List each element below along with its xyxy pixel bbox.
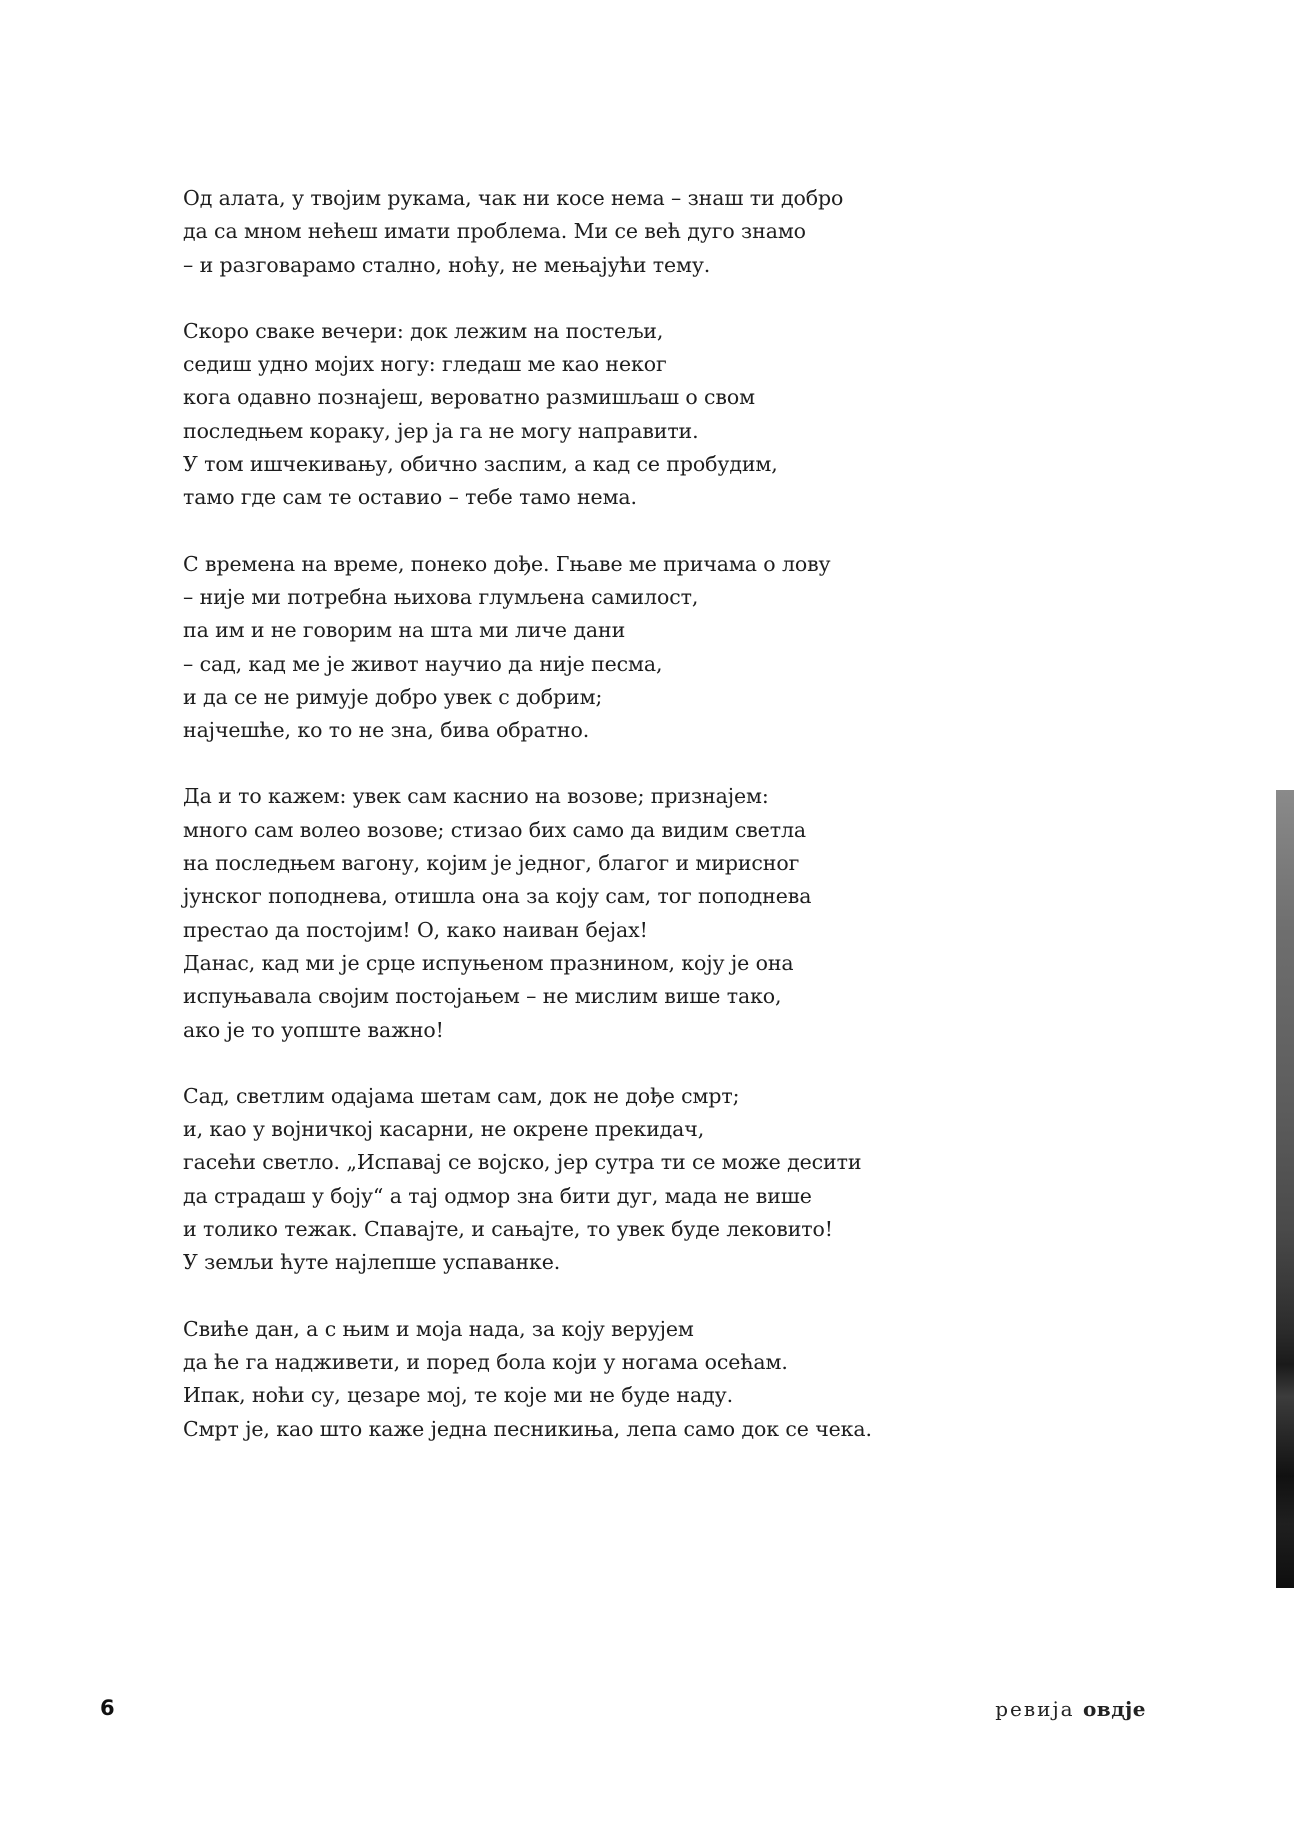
magazine-title-prefix: ревија bbox=[995, 1697, 1075, 1721]
poem-line: Сад, светлим одајама шетам сам, док не дође смрт; bbox=[183, 1083, 740, 1108]
poem-line: и толико тежак. Спавајте, и сањајте, то увек буде лековито! bbox=[183, 1217, 833, 1242]
poem-line: на последњем вагону, којим је једног, благог и мирисног bbox=[183, 851, 800, 876]
stanza bbox=[183, 1080, 1083, 1280]
poem-line: последњем кораку, јер ја га не могу направити. bbox=[183, 418, 699, 443]
poem-line: и да се не римује добро увек с добрим; bbox=[183, 684, 603, 709]
poem-line: седиш удно мојих ногу: гледаш ме као неког bbox=[183, 352, 667, 377]
stanza bbox=[183, 1313, 1083, 1446]
poem-line: – сад, кад ме је живот научио да није песма, bbox=[183, 651, 663, 676]
poem-line: Да и то кажем: увек сам каснио на возове; признајем: bbox=[183, 784, 769, 809]
poem-line: да са мном нећеш имати проблема. Ми се већ дуго знамо bbox=[183, 219, 806, 244]
poem-line: јунског поподнева, отишла она за коју сам, тог поподнева bbox=[183, 884, 812, 909]
poem-line: – није ми потребна њихова глумљена самилост, bbox=[183, 584, 699, 609]
poem-line: и, као у војничкој касарни, не окрене прекидач, bbox=[183, 1117, 705, 1142]
poem-line: Од алата, у твојим рукама, чак ни косе нема – знаш ти добро bbox=[183, 186, 844, 210]
poem-line: ако је то уопште важно! bbox=[183, 1017, 444, 1042]
poem-line: па им и не говорим на шта ми личе дани bbox=[183, 618, 626, 643]
poem-line: Свиће дан, а с њим и моја нада, за коју верујем bbox=[183, 1316, 694, 1341]
poem-line: гасећи светло. „Испавај се војско, јер сутра ти се може десити bbox=[183, 1150, 862, 1175]
edge-photo-strip bbox=[1276, 790, 1294, 1588]
poem-line: да страдаш у боју“ а тај одмор зна бити дуг, мада не више bbox=[183, 1183, 812, 1208]
poem-line: У земљи ћуте најлепше успаванке. bbox=[183, 1250, 561, 1275]
poem-body bbox=[183, 182, 1083, 1479]
poem-line: кога одавно познајеш, вероватно размишљаш о свом bbox=[183, 385, 755, 410]
poem-line: тамо где сам те оставио – тебе тамо нема. bbox=[183, 485, 637, 510]
poem-line: С времена на време, понеко дође. Гњаве ме причама о лову bbox=[183, 551, 831, 576]
poem-line: да ће га надживети, и поред бола који у ногама осећам. bbox=[183, 1349, 788, 1374]
stanza bbox=[183, 548, 1083, 748]
poem-line: испуњавала својим постојањем – не мислим више тако, bbox=[183, 984, 782, 1009]
magazine-title-name: овдје bbox=[1082, 1697, 1146, 1721]
poem-line: У том ишчекивању, обично заспим, а кад се пробудим, bbox=[183, 452, 778, 477]
poem-line: Данас, кад ми је срце испуњеном празнином, коју је она bbox=[183, 950, 794, 975]
stanza bbox=[183, 182, 1083, 282]
poem-line: Смрт је, као што каже једна песникиња, лепа само док се чека. bbox=[183, 1416, 872, 1441]
poem-line: – и разговарамо стално, ноћу, не мењајући тему. bbox=[183, 252, 711, 277]
poem-line: Скоро сваке вечери: док лежим на постељи, bbox=[183, 318, 664, 343]
poem-line: престао да постојим! О, како наиван бејах! bbox=[183, 917, 648, 942]
stanza bbox=[183, 315, 1083, 515]
poem-line: много сам волео возове; стизао бих само да видим светла bbox=[183, 817, 807, 842]
poem-line: најчешће, ко то не зна, бива обратно. bbox=[183, 718, 590, 743]
page-number: 6 bbox=[100, 1696, 115, 1720]
magazine-title bbox=[995, 1697, 1146, 1721]
stanza bbox=[183, 780, 1083, 1046]
poem-line: Ипак, ноћи су, цезаре мој, те које ми не буде наду. bbox=[183, 1383, 733, 1408]
